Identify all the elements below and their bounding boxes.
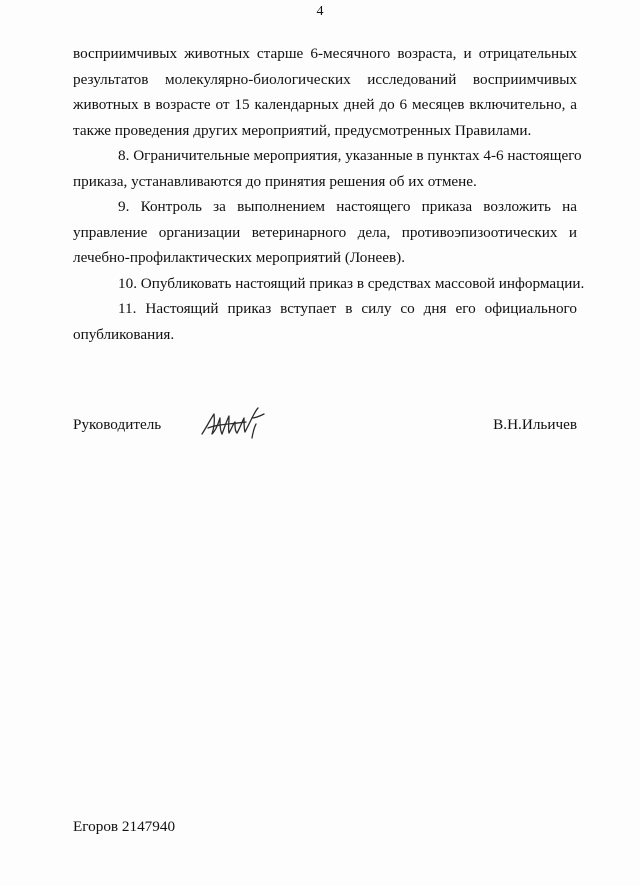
page-number: 4 [316, 4, 324, 19]
signatory-title: Руководитель [73, 416, 162, 433]
signatory-name: В.Н.Ильичев [493, 416, 577, 433]
text-line: 9. Контроль за выполнением настоящего приказа возложить на [118, 198, 577, 215]
handwritten-signature-icon [198, 404, 270, 442]
paragraph-item-9 [73, 194, 577, 271]
text-line: 11. Настоящий приказ вступает в силу со дня его официального [118, 300, 577, 317]
executor-note: Егоров 2147940 [73, 818, 176, 835]
paragraph-item-8 [73, 143, 582, 194]
text-line: также проведения других мероприятий, предусмотренных Правилами. [73, 121, 532, 139]
text-line: управление организации ветеринарного дела, противоэпизоотических и [73, 223, 577, 241]
text-line: 10. Опубликовать настоящий приказ в средствах массовой информации. [118, 274, 585, 292]
text-line: 8. Ограничительные мероприятия, указанные в пунктах 4-6 настоящего [118, 147, 582, 164]
document-body [73, 41, 585, 347]
text-line: восприимчивых животных старше 6-месячного возраста, и отрицательных [73, 45, 577, 62]
text-line: животных в возрасте от 15 календарных дней до 6 месяцев включительно, а [73, 96, 577, 113]
text-line: опубликования. [73, 325, 175, 343]
paragraph-continuation [73, 41, 577, 143]
text-line: приказа, устанавливаются до принятия решения об их отмене. [73, 172, 477, 190]
paragraph-item-11 [73, 296, 577, 347]
text-line: результатов молекулярно-биологических исследований восприимчивых [73, 70, 577, 88]
paragraph-item-10 [73, 271, 585, 297]
text-line: лечебно-профилактических мероприятий (Лонеев). [73, 249, 406, 266]
signature-block [73, 412, 577, 442]
